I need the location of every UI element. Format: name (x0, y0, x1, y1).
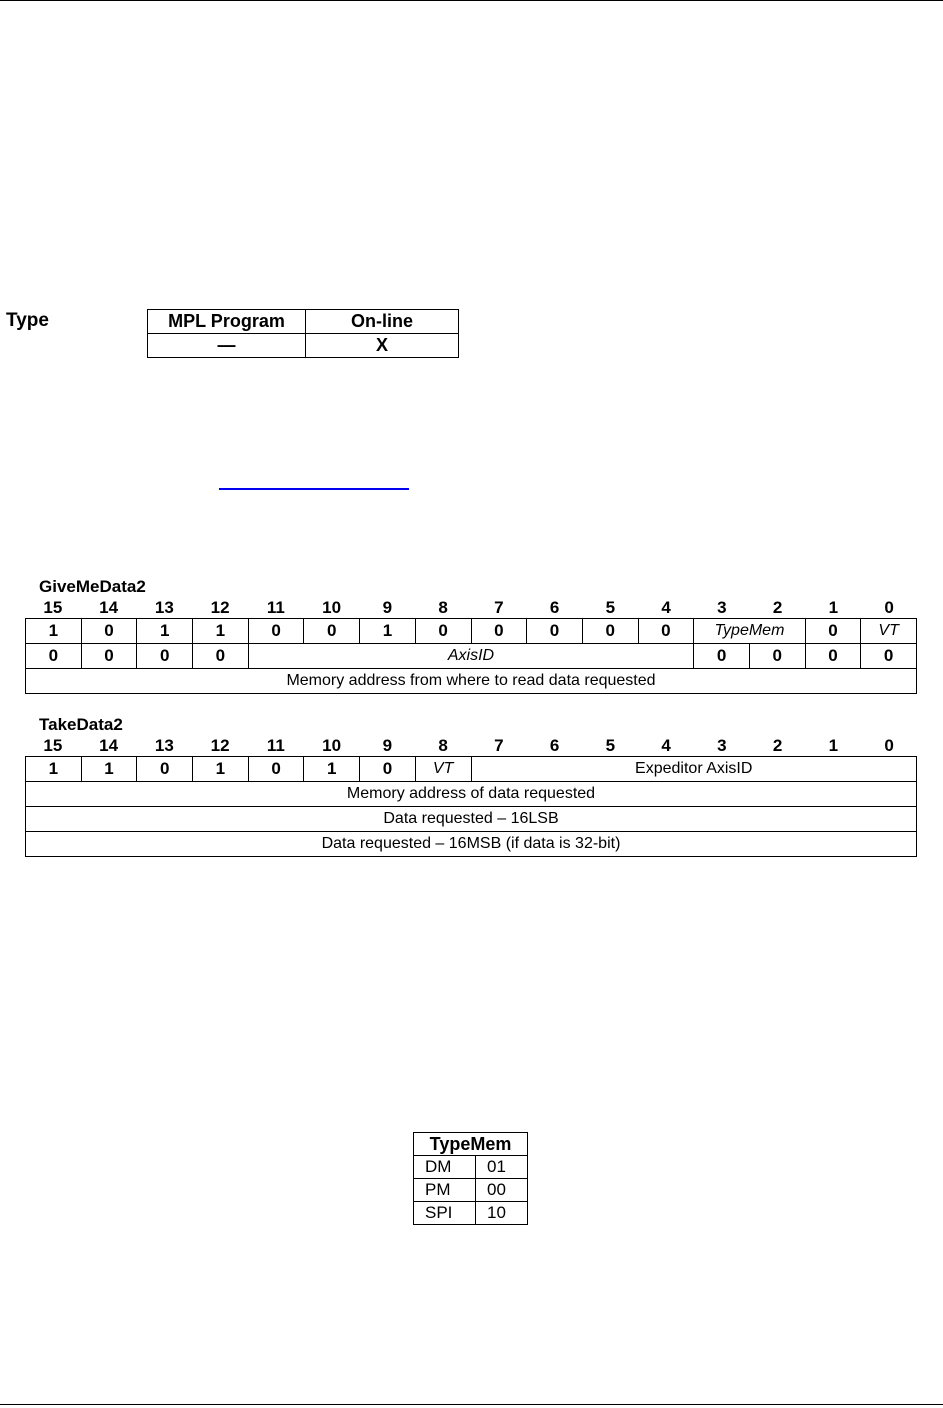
bit-cell: 0 (582, 619, 638, 644)
expeditor-axisid-field: Expeditor AxisID (471, 757, 917, 782)
bit-number: 15 (43, 736, 63, 755)
bit-number: 11 (266, 598, 285, 617)
data-16lsb-field: Data requested – 16LSB (26, 807, 917, 832)
type-label: Type (6, 310, 49, 331)
bit-cell: 1 (26, 619, 82, 644)
bit-cell: 0 (415, 619, 471, 644)
givemedata2-table (25, 618, 917, 694)
type-header-mpl-program: MPL Program (148, 310, 306, 334)
type-header-on-line: On-line (306, 310, 459, 334)
bit-cell: 0 (81, 644, 137, 669)
vt-field: VT (861, 619, 917, 644)
bit-number: 13 (154, 598, 174, 617)
top-rule (0, 0, 943, 1)
givemedata2-row-3 (26, 669, 917, 694)
vt-field: VT (415, 757, 471, 782)
bit-cell: 0 (26, 644, 82, 669)
bit-cell: 0 (137, 757, 193, 782)
type-value-on-line: X (306, 334, 459, 358)
takedata2-title: TakeData2 (39, 715, 123, 734)
bit-number: 6 (549, 736, 560, 755)
bit-cell: 1 (193, 757, 249, 782)
bit-cell: 1 (304, 757, 360, 782)
typemem-table (413, 1132, 528, 1225)
memory-address-field: Memory address from where to read data requested (26, 669, 917, 694)
bit-number: 3 (717, 598, 727, 617)
bit-cell: 0 (248, 619, 304, 644)
table-row (414, 1202, 528, 1225)
typemem-name: DM (414, 1156, 476, 1179)
bit-cell: 0 (805, 644, 861, 669)
bit-cell: 1 (81, 757, 137, 782)
bit-cell: 0 (137, 644, 193, 669)
givemedata2-row-1 (26, 619, 917, 644)
bit-number: 0 (884, 598, 894, 617)
bit-cell: 0 (638, 619, 694, 644)
bit-number: 1 (828, 598, 839, 617)
bit-number: 4 (661, 598, 671, 617)
bit-cell: 1 (193, 619, 249, 644)
bit-number: 14 (99, 598, 119, 617)
bit-cell: 0 (749, 644, 805, 669)
bit-number: 13 (154, 736, 174, 755)
type-table-header-row (148, 310, 459, 334)
bit-number: 12 (210, 598, 230, 617)
bit-number: 7 (494, 736, 504, 755)
bit-number: 12 (210, 736, 230, 755)
bit-cell: 0 (360, 757, 416, 782)
bit-number: 10 (322, 736, 342, 755)
givemedata2-bit-numbers (25, 597, 917, 618)
bit-number: 10 (322, 598, 342, 617)
bit-cell: 1 (360, 619, 416, 644)
memory-address-field: Memory address of data requested (26, 782, 917, 807)
bit-number: 5 (605, 598, 616, 617)
takedata2-row-2 (26, 782, 917, 807)
data-16msb-field: Data requested – 16MSB (if data is 32-bit) (26, 832, 917, 857)
bit-number: 2 (772, 598, 783, 617)
givemedata2-row-2 (26, 644, 917, 669)
typemem-code: 01 (476, 1156, 528, 1179)
table-row (414, 1156, 528, 1179)
type-value-mpl-program: — (148, 334, 306, 358)
type-table (147, 309, 459, 358)
bit-number: 3 (717, 736, 727, 755)
bit-number: 4 (661, 736, 671, 755)
bit-cell: 0 (694, 644, 750, 669)
givemedata2-format (25, 577, 917, 694)
bit-number: 11 (266, 736, 285, 755)
table-row (414, 1179, 528, 1202)
bit-cell: 0 (304, 619, 360, 644)
typemem-name: PM (414, 1179, 476, 1202)
takedata2-row-4 (26, 832, 917, 857)
takedata2-format (25, 715, 917, 857)
bit-number: 5 (605, 736, 616, 755)
takedata2-table (25, 756, 917, 857)
type-table-value-row (148, 334, 459, 358)
bit-cell: 0 (805, 619, 861, 644)
typemem-header-row (414, 1133, 528, 1156)
axisid-field: AxisID (248, 644, 694, 669)
takedata2-row-1 (26, 757, 917, 782)
givemedata2-title: GiveMeData2 (39, 577, 146, 596)
bit-number: 6 (549, 598, 560, 617)
bit-number: 14 (99, 736, 119, 755)
bit-number: 15 (43, 598, 63, 617)
bit-number: 8 (438, 598, 448, 617)
bit-number: 9 (382, 598, 393, 617)
bit-cell: 0 (471, 619, 527, 644)
bit-number: 7 (494, 598, 504, 617)
bit-cell: 0 (193, 644, 249, 669)
takedata2-row-3 (26, 807, 917, 832)
bit-cell: 1 (137, 619, 193, 644)
bit-number: 2 (772, 736, 783, 755)
bit-cell: 0 (861, 644, 917, 669)
bit-number: 9 (382, 736, 393, 755)
bit-cell: 0 (248, 757, 304, 782)
bit-number: 0 (884, 736, 894, 755)
bit-cell: 1 (26, 757, 82, 782)
typemem-code: 10 (476, 1202, 528, 1225)
typemem-field: TypeMem (694, 619, 805, 644)
typemem-header: TypeMem (414, 1133, 528, 1156)
bit-number: 8 (438, 736, 448, 755)
typemem-name: SPI (414, 1202, 476, 1225)
typemem-code: 00 (476, 1179, 528, 1202)
bottom-rule (0, 1404, 943, 1405)
bit-number: 1 (828, 736, 839, 755)
takedata2-bit-numbers (25, 735, 917, 756)
bit-cell: 0 (527, 619, 583, 644)
hyperlink-underline[interactable] (219, 488, 409, 490)
bit-cell: 0 (81, 619, 137, 644)
